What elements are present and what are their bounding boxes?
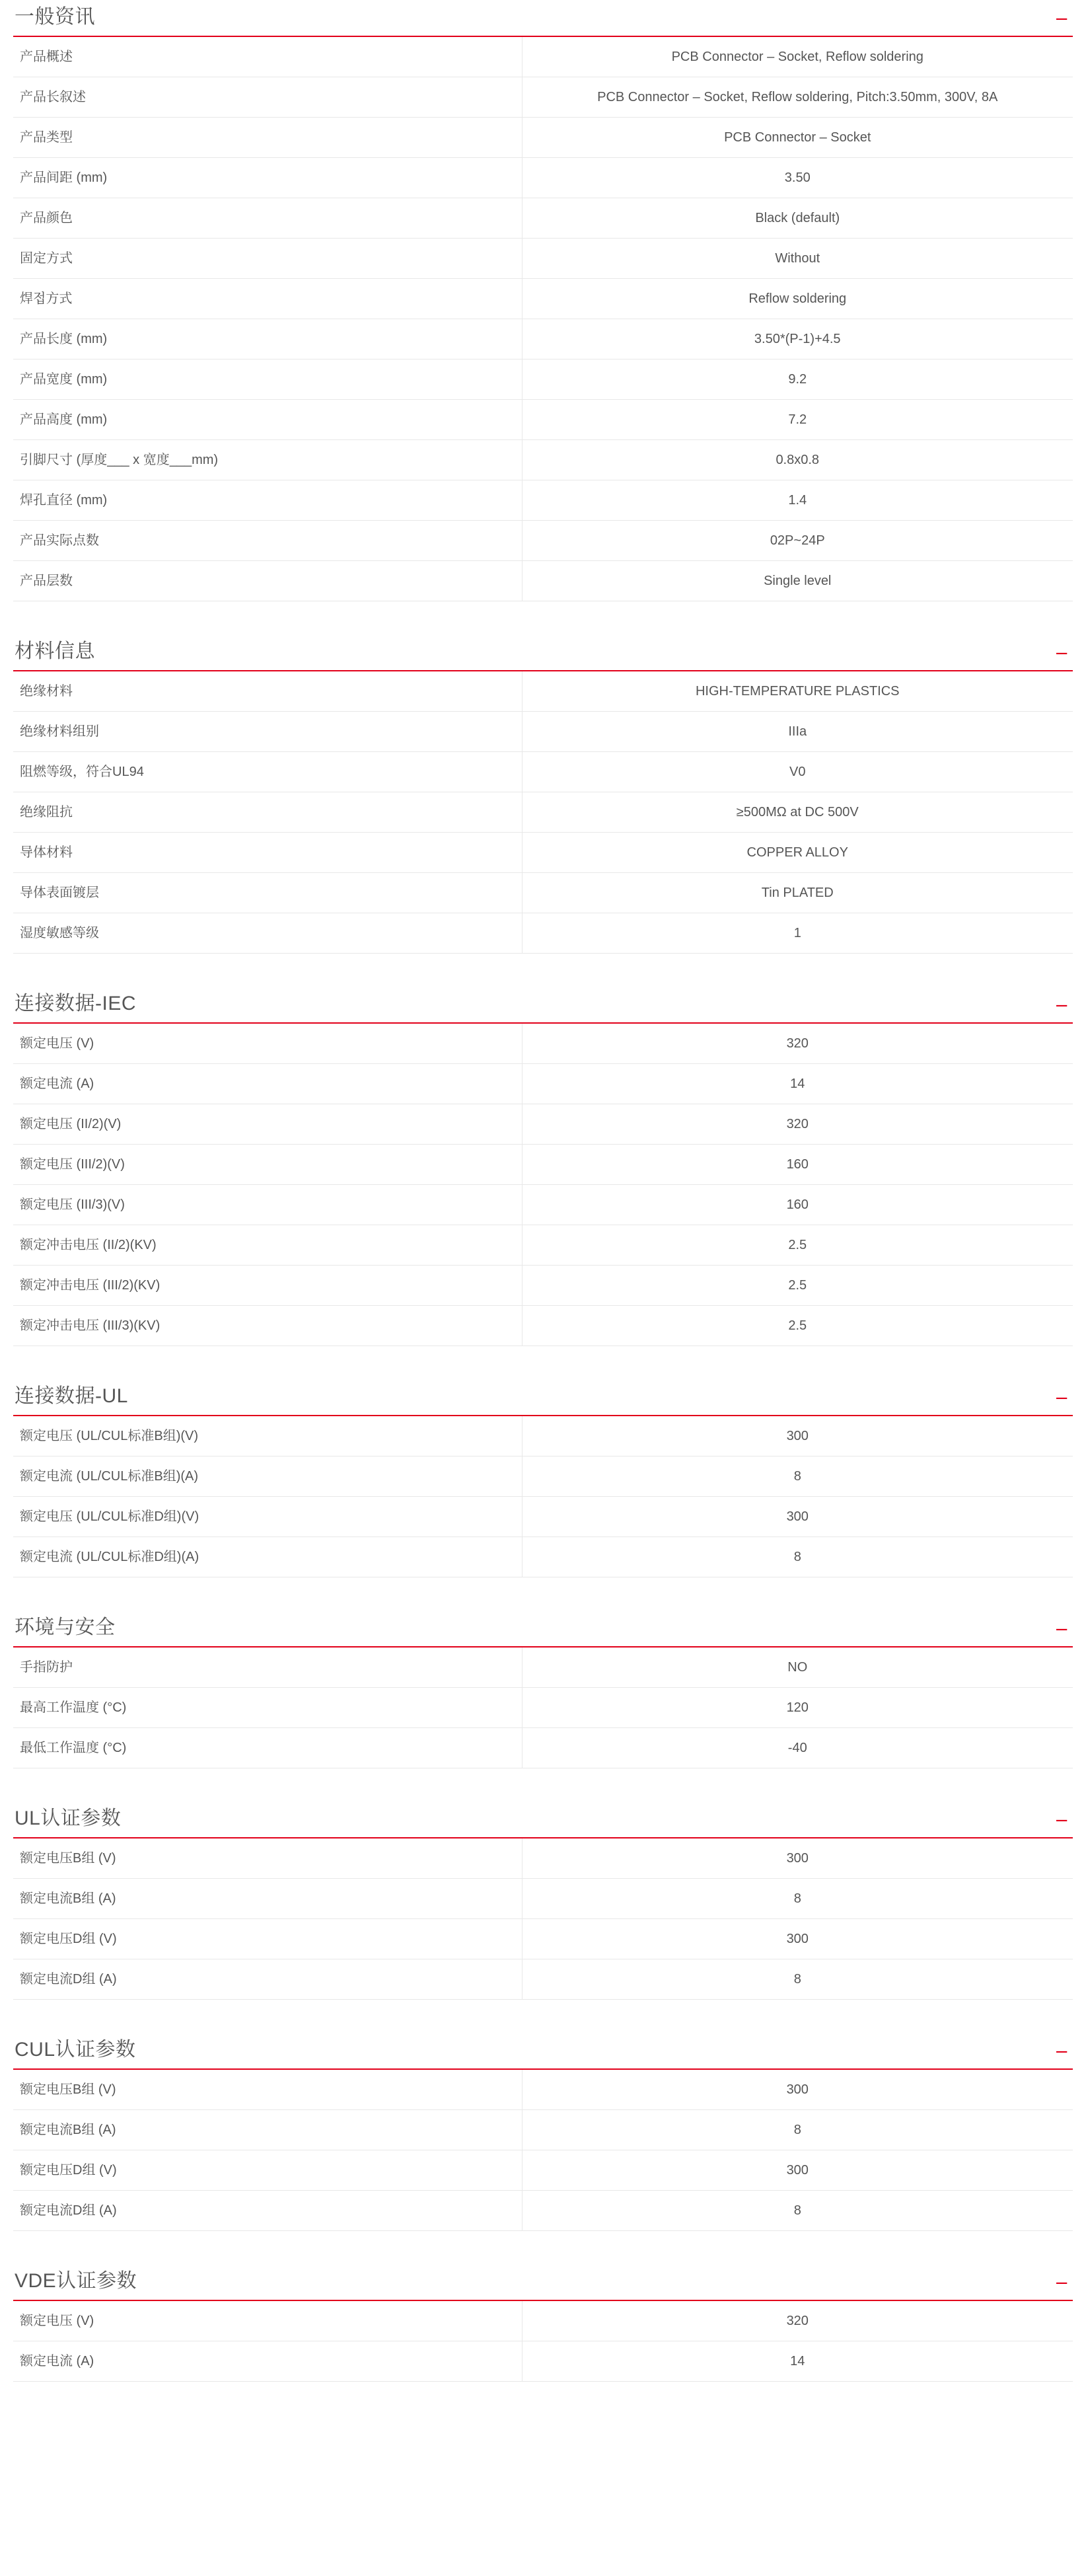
spec-value: 320 bbox=[786, 1036, 809, 1051]
spec-value: 8 bbox=[793, 1469, 801, 1484]
spec-value: 14 bbox=[790, 1077, 805, 1091]
table-row bbox=[13, 1185, 1073, 1225]
table-row bbox=[13, 118, 1073, 158]
spec-value: Single level bbox=[764, 574, 832, 588]
spec-key: 额定电压 (II/2)(V) bbox=[13, 1104, 522, 1145]
spec-value: ≥500MΩ at DC 500V bbox=[736, 805, 859, 819]
spec-value: 160 bbox=[786, 1157, 809, 1172]
section-header-material[interactable] bbox=[13, 640, 1073, 671]
spec-value: 8 bbox=[793, 1972, 801, 1987]
spec-key: 产品类型 bbox=[13, 118, 522, 158]
table-row bbox=[13, 440, 1073, 480]
spec-value: NO bbox=[787, 1660, 808, 1675]
collapse-minus-icon[interactable]: − bbox=[1054, 2042, 1069, 2062]
spec-value: PCB Connector – Socket bbox=[724, 130, 871, 145]
spec-value: 1 bbox=[793, 926, 801, 940]
section-gap bbox=[13, 2000, 1073, 2038]
table-row bbox=[13, 521, 1073, 561]
section-title: VDE认证参数 bbox=[15, 2270, 137, 2292]
spec-value: 8 bbox=[793, 1550, 801, 1564]
spec-value: 9.2 bbox=[788, 372, 807, 387]
spec-key: 产品颜色 bbox=[13, 198, 522, 239]
spec-value: -40 bbox=[787, 1741, 807, 1755]
spec-key: 绝缘材料组别 bbox=[13, 712, 522, 752]
spec-table-general bbox=[13, 37, 1073, 601]
spec-value: 8 bbox=[793, 2203, 801, 2218]
table-row bbox=[13, 752, 1073, 792]
table-row bbox=[13, 319, 1073, 360]
spec-value: 8 bbox=[793, 1891, 801, 1906]
spec-value: 300 bbox=[786, 2082, 809, 2097]
collapse-minus-icon[interactable]: − bbox=[1054, 9, 1069, 29]
spec-value: 2.5 bbox=[788, 1318, 807, 1333]
section-environment bbox=[13, 1616, 1073, 1768]
spec-key: 绝缘阻抗 bbox=[13, 792, 522, 833]
spec-key: 额定电压D组 (V) bbox=[13, 1919, 522, 1959]
spec-value: 120 bbox=[786, 1700, 809, 1715]
collapse-minus-icon[interactable]: − bbox=[1054, 1620, 1069, 1640]
spec-key: 额定电压B组 (V) bbox=[13, 1838, 522, 1879]
spec-key: 额定电流B组 (A) bbox=[13, 1879, 522, 1919]
spec-value: 02P~24P bbox=[770, 533, 825, 548]
table-row bbox=[13, 239, 1073, 279]
spec-key: 额定冲击电压 (II/2)(KV) bbox=[13, 1225, 522, 1266]
spec-value: 8 bbox=[793, 2123, 801, 2137]
spec-key: 引脚尺寸 (厚度___ x 宽度___mm) bbox=[13, 440, 522, 480]
spec-value: 0.8x0.8 bbox=[776, 453, 820, 467]
spec-value: PCB Connector – Socket, Reflow soldering bbox=[671, 50, 923, 64]
spec-key: 额定电压 (III/3)(V) bbox=[13, 1185, 522, 1225]
table-row bbox=[13, 1497, 1073, 1537]
table-row bbox=[13, 1838, 1073, 1879]
spec-key: 额定电流D组 (A) bbox=[13, 2191, 522, 2231]
table-row bbox=[13, 1024, 1073, 1064]
table-row bbox=[13, 360, 1073, 400]
table-row bbox=[13, 1959, 1073, 2000]
section-title: 材料信息 bbox=[15, 640, 95, 662]
spec-table-ul bbox=[13, 1416, 1073, 1577]
spec-key: 焊접方式 bbox=[13, 279, 522, 319]
table-row bbox=[13, 1537, 1073, 1577]
table-row bbox=[13, 1306, 1073, 1346]
spec-key: 额定电流 (UL/CUL标准D组)(A) bbox=[13, 1537, 522, 1577]
spec-table-ul-cert bbox=[13, 1838, 1073, 2000]
section-gap bbox=[13, 1577, 1073, 1616]
spec-key: 产品层数 bbox=[13, 561, 522, 601]
table-row bbox=[13, 561, 1073, 601]
spec-key: 额定冲击电压 (III/2)(KV) bbox=[13, 1266, 522, 1306]
spec-value: COPPER ALLOY bbox=[746, 845, 848, 860]
spec-key: 焊孔直径 (mm) bbox=[13, 480, 522, 521]
section-title: 连接数据-IEC bbox=[15, 993, 136, 1014]
collapse-minus-icon[interactable]: − bbox=[1054, 1388, 1069, 1408]
table-row bbox=[13, 2150, 1073, 2191]
section-header-ul[interactable] bbox=[13, 1384, 1073, 1416]
spec-key: 产品宽度 (mm) bbox=[13, 360, 522, 400]
table-row bbox=[13, 1648, 1073, 1688]
section-general bbox=[13, 5, 1073, 601]
spec-value: 2.5 bbox=[788, 1278, 807, 1293]
spec-value: V0 bbox=[789, 765, 806, 779]
spec-table-environment bbox=[13, 1648, 1073, 1768]
spec-value: 300 bbox=[786, 1429, 809, 1443]
spec-value: HIGH-TEMPERATURE PLASTICS bbox=[695, 684, 900, 699]
spec-key: 湿度敏感等级 bbox=[13, 913, 522, 954]
spec-key: 绝缘材料 bbox=[13, 671, 522, 712]
table-row bbox=[13, 792, 1073, 833]
spec-value: 3.50 bbox=[784, 170, 811, 185]
spec-value: 160 bbox=[786, 1197, 809, 1212]
spec-key: 产品概述 bbox=[13, 37, 522, 77]
spec-value: 3.50*(P-1)+4.5 bbox=[754, 332, 841, 346]
table-row bbox=[13, 1919, 1073, 1959]
section-gap bbox=[13, 1768, 1073, 1807]
section-iec bbox=[13, 992, 1073, 1346]
spec-key: 额定电流 (A) bbox=[13, 2341, 522, 2382]
spec-key: 固定方式 bbox=[13, 239, 522, 279]
table-row bbox=[13, 2110, 1073, 2150]
section-ul-cert bbox=[13, 1807, 1073, 2000]
spec-value: 14 bbox=[790, 2354, 805, 2368]
section-gap bbox=[13, 1346, 1073, 1384]
table-row bbox=[13, 1457, 1073, 1497]
section-title: CUL认证参数 bbox=[15, 2039, 136, 2061]
spec-key: 最高工作温度 (°C) bbox=[13, 1688, 522, 1728]
spec-key: 额定电流B组 (A) bbox=[13, 2110, 522, 2150]
table-row bbox=[13, 1145, 1073, 1185]
spec-value: 300 bbox=[786, 1932, 809, 1946]
spec-key: 产品间距 (mm) bbox=[13, 158, 522, 198]
section-header-iec[interactable] bbox=[13, 992, 1073, 1024]
table-row bbox=[13, 913, 1073, 954]
spec-value: IIIa bbox=[788, 724, 807, 739]
spec-key: 导体表面镀层 bbox=[13, 873, 522, 913]
spec-value: 1.4 bbox=[788, 493, 807, 508]
section-gap bbox=[13, 601, 1073, 640]
spec-key: 额定电压D组 (V) bbox=[13, 2150, 522, 2191]
spec-key: 额定电流D组 (A) bbox=[13, 1959, 522, 2000]
section-gap bbox=[13, 954, 1073, 992]
spec-key: 额定电压 (UL/CUL标准D组)(V) bbox=[13, 1497, 522, 1537]
sections-container bbox=[13, 5, 1073, 2382]
spec-key: 额定电压 (V) bbox=[13, 1024, 522, 1064]
table-row bbox=[13, 2191, 1073, 2231]
table-row bbox=[13, 2070, 1073, 2110]
collapse-minus-icon[interactable]: − bbox=[1054, 2273, 1069, 2293]
section-title: 环境与安全 bbox=[15, 1616, 116, 1638]
spec-key: 额定电流 (A) bbox=[13, 1064, 522, 1104]
spec-key: 额定冲击电压 (III/3)(KV) bbox=[13, 1306, 522, 1346]
spec-key: 阻燃等级，符合UL94 bbox=[13, 752, 522, 792]
spec-key: 额定电压 (III/2)(V) bbox=[13, 1145, 522, 1185]
collapse-minus-icon[interactable]: − bbox=[1054, 644, 1069, 663]
table-row bbox=[13, 833, 1073, 873]
spec-key: 额定电压B组 (V) bbox=[13, 2070, 522, 2110]
spec-table-vde-cert bbox=[13, 2301, 1073, 2382]
section-title: 连接数据-UL bbox=[15, 1385, 128, 1407]
table-row bbox=[13, 712, 1073, 752]
spec-value: 2.5 bbox=[788, 1238, 807, 1252]
section-material bbox=[13, 640, 1073, 954]
spec-key: 手指防护 bbox=[13, 1648, 522, 1688]
spec-value: 7.2 bbox=[788, 412, 807, 427]
collapse-minus-icon[interactable]: − bbox=[1054, 1811, 1069, 1831]
table-row bbox=[13, 1266, 1073, 1306]
spec-table-cul-cert bbox=[13, 2070, 1073, 2231]
spec-key: 额定电流 (UL/CUL标准B组)(A) bbox=[13, 1457, 522, 1497]
table-row bbox=[13, 480, 1073, 521]
section-header-ul-cert[interactable] bbox=[13, 1807, 1073, 1838]
section-vde-cert bbox=[13, 2269, 1073, 2382]
section-title: UL认证参数 bbox=[15, 1807, 122, 1829]
spec-value: 320 bbox=[786, 2314, 809, 2328]
table-row bbox=[13, 1728, 1073, 1768]
spec-table-iec bbox=[13, 1024, 1073, 1346]
table-row bbox=[13, 1416, 1073, 1457]
spec-value: 300 bbox=[786, 1509, 809, 1524]
table-row bbox=[13, 1104, 1073, 1145]
table-row bbox=[13, 2341, 1073, 2382]
table-row bbox=[13, 1879, 1073, 1919]
table-row bbox=[13, 1688, 1073, 1728]
spec-key: 导体材料 bbox=[13, 833, 522, 873]
spec-value: Tin PLATED bbox=[761, 886, 834, 900]
spec-key: 产品长度 (mm) bbox=[13, 319, 522, 360]
spec-value: 300 bbox=[786, 2163, 809, 2178]
spec-value: 320 bbox=[786, 1117, 809, 1131]
section-cul-cert bbox=[13, 2038, 1073, 2231]
table-row bbox=[13, 1064, 1073, 1104]
section-header-cul-cert[interactable] bbox=[13, 2038, 1073, 2070]
spec-key: 额定电压 (UL/CUL标准B组)(V) bbox=[13, 1416, 522, 1457]
table-row bbox=[13, 279, 1073, 319]
section-ul bbox=[13, 1384, 1073, 1577]
table-row bbox=[13, 2301, 1073, 2341]
table-row bbox=[13, 400, 1073, 440]
top-spacer bbox=[13, 0, 1073, 5]
table-row bbox=[13, 198, 1073, 239]
spec-value: Reflow soldering bbox=[748, 291, 847, 306]
section-gap bbox=[13, 2231, 1073, 2269]
section-header-general[interactable] bbox=[13, 5, 1073, 37]
spec-value: PCB Connector – Socket, Reflow soldering, Pitch:3.50mm, 300V, 8A bbox=[597, 90, 998, 104]
spec-table-material bbox=[13, 671, 1073, 954]
spec-value: Without bbox=[775, 251, 820, 266]
spec-key: 额定电压 (V) bbox=[13, 2301, 522, 2341]
table-row bbox=[13, 37, 1073, 77]
table-row bbox=[13, 1225, 1073, 1266]
table-row bbox=[13, 873, 1073, 913]
spec-value: Black (default) bbox=[755, 211, 840, 225]
section-header-vde-cert[interactable] bbox=[13, 2269, 1073, 2301]
table-row bbox=[13, 671, 1073, 712]
table-row bbox=[13, 77, 1073, 118]
spec-key: 最低工作温度 (°C) bbox=[13, 1728, 522, 1768]
spec-key: 产品高度 (mm) bbox=[13, 400, 522, 440]
table-row bbox=[13, 158, 1073, 198]
collapse-minus-icon[interactable]: − bbox=[1054, 996, 1069, 1016]
spec-key: 产品实际点数 bbox=[13, 521, 522, 561]
section-title: 一般资讯 bbox=[15, 6, 95, 28]
spec-value: 300 bbox=[786, 1851, 809, 1866]
spec-key: 产品长叙述 bbox=[13, 77, 522, 118]
section-header-environment[interactable] bbox=[13, 1616, 1073, 1648]
